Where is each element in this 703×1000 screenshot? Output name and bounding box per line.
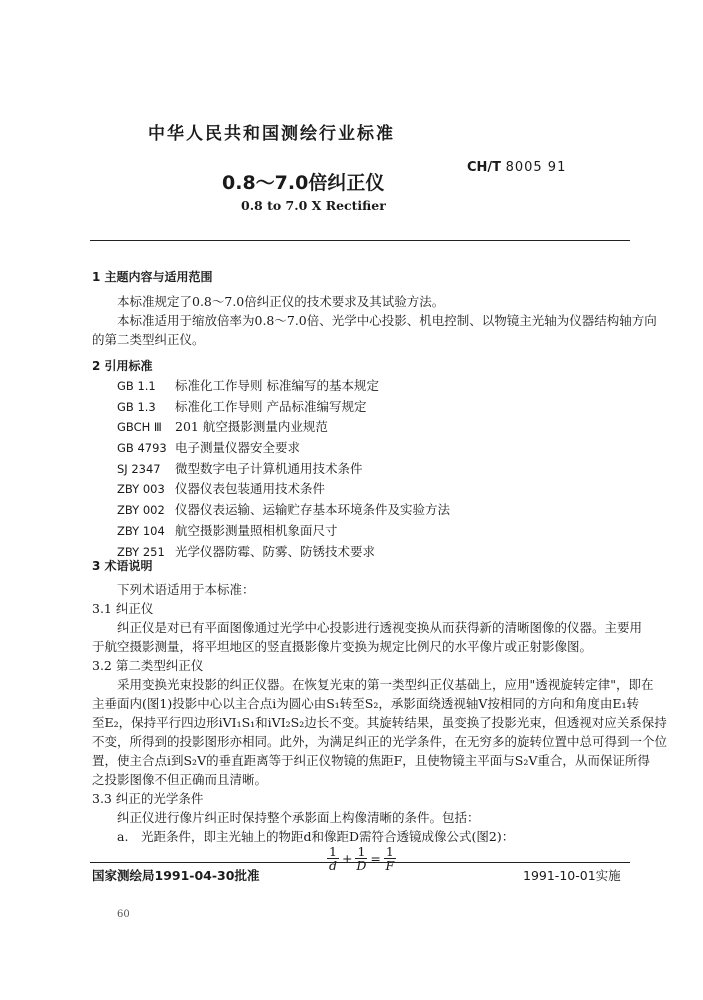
reference-item: [117, 459, 450, 480]
reference-title: 光学仪器防霉、防雾、防锈技术要求: [175, 543, 376, 559]
term-3-2-line: 置，使主合点i到S₂V的垂直距离等于纠正仪物镜的焦距F，且使物镜主平面与S₂V重合，从而保证所得: [92, 753, 650, 768]
reference-code: SJ 2347: [117, 461, 161, 476]
document-subtitle-en: 0.8 to 7.0 X Rectifier: [241, 198, 386, 213]
reference-code: ZBY 251: [117, 544, 165, 559]
section-1-line: 的第二类型纠正仪。: [92, 332, 205, 347]
reference-title: 201 航空摄影测量内业规范: [175, 419, 328, 435]
fraction-1-over-d: [327, 845, 339, 872]
reference-item: [117, 500, 450, 521]
denominator: F: [385, 858, 395, 873]
item-a-label: a.: [117, 829, 129, 844]
reference-title: 微型数字电子计算机通用技术条件: [175, 460, 363, 476]
section-3-intro: 下列术语适用于本标准：: [117, 582, 255, 597]
reference-title: 电子测量仪器安全要求: [175, 440, 301, 456]
term-3-1-heading: 3.1 纠正仪: [92, 601, 154, 616]
reference-title: 仪器仪表运输、运输贮存基本环境条件及实验方法: [175, 502, 451, 518]
reference-item: [117, 397, 450, 418]
section-1-heading: 1 主题内容与适用范围: [92, 270, 213, 284]
standard-code: [467, 160, 566, 175]
plus-sign: +: [341, 851, 353, 866]
term-3-2-line: 不变，所得到的投影图形亦相同。此外，为满足纠正的光学条件，在无穷多的旋转位置中总可得到一个位: [92, 734, 668, 749]
reference-item: [117, 542, 450, 563]
equals-sign: =: [370, 851, 381, 866]
numerator: 1: [329, 844, 337, 859]
denominator: d: [328, 858, 337, 873]
fraction-1-over-D: [355, 845, 367, 872]
reference-title: 标准化工作导则 标准编写的基本规定: [175, 378, 379, 393]
issuing-body: 中华人民共和国测绘行业标准: [148, 124, 395, 144]
section-1-line: 本标准规定了0.8～7.0倍纠正仪的技术要求及其试验方法。: [117, 294, 445, 309]
denominator: D: [356, 858, 367, 873]
reference-item: [117, 479, 450, 500]
section-2-heading: 2 引用标准: [92, 359, 153, 373]
reference-code: GB 4793: [117, 441, 167, 456]
reference-title: 标准化工作导则 产品标准编写规定: [175, 398, 367, 414]
effective-date: 1991-10-01实施: [523, 868, 621, 883]
fraction-1-over-F: [384, 845, 396, 872]
section-1-line: 本标准适用于缩放倍率为0.8～7.0倍、光学中心投影、机电控制、以物镜主光轴为仪器结构轴方向: [117, 313, 657, 328]
reference-title: 航空摄影测量照相机象面尺寸: [175, 522, 338, 538]
header-divider: [90, 240, 630, 241]
page-number: 60: [117, 909, 130, 920]
numerator: 1: [357, 844, 366, 859]
reference-code: ZBY 003: [117, 482, 165, 497]
standard-code-prefix: CH/T: [467, 160, 502, 175]
term-3-2-line: 之投影图像不但正确而且清晰。: [92, 772, 268, 787]
document-title: 0.8～7.0倍纠正仪: [222, 172, 385, 194]
reference-list: [117, 376, 450, 562]
term-3-2-line: 至E₂，保持平行四边形iVI₁S₁和iVI₂S₂边长不变。其旋转结果，虽变换了投影光束，但透视对应关系保持: [92, 715, 667, 730]
numerator: 1: [385, 844, 394, 859]
reference-code: ZBY 104: [117, 523, 165, 538]
item-a-text: 光距条件，即主光轴上的物距d和像距D需符合透镜成像公式(图2)：: [141, 829, 515, 844]
term-3-1-line: 于航空摄影测量，将平坦地区的竖直摄影像片变换为规定比例尺的水平像片或正射影像图。: [92, 639, 593, 654]
reference-item: [117, 417, 450, 438]
term-3-3-line: 纠正仪进行像片纠正时保持整个承影面上构像清晰的条件。包括：: [117, 810, 480, 825]
reference-code: GB 1.3: [117, 399, 156, 414]
reference-item: [117, 521, 450, 542]
term-3-2-heading: 3.2 第二类型纠正仪: [92, 658, 204, 673]
section-3-heading: 3 术语说明: [92, 559, 153, 573]
reference-item: [117, 438, 450, 459]
standard-code-number: 8005 91: [505, 160, 567, 175]
lens-formula: [327, 845, 396, 872]
reference-code: GB 1.1: [117, 379, 156, 393]
term-3-1-line: 纠正仪是对已有平面图像通过光学中心投影进行透视变换从而获得新的清晰图像的仪器。主要用: [117, 620, 643, 635]
term-3-2-line: 采用变换光束投影的纠正仪器。在恢复光束的第一类型纠正仪基础上，应用"透视旋转定律"，即在: [117, 677, 654, 692]
reference-item: [117, 376, 450, 397]
term-3-3-heading: 3.3 纠正的光学条件: [92, 791, 204, 806]
reference-code: GBCH Ⅲ: [117, 420, 162, 435]
term-3-2-line: 主垂面内(图1)投影中心以主合点i为圆心由S₁转至S₂，承影面绕透视轴V按相同的方向和角度由E₁转: [92, 696, 640, 711]
footer-divider: [90, 862, 630, 863]
reference-code: ZBY 002: [117, 503, 165, 518]
reference-title: 仪器仪表包装通用技术条件: [175, 481, 326, 497]
approval-date: 国家测绘局1991-04-30批准: [92, 868, 260, 883]
